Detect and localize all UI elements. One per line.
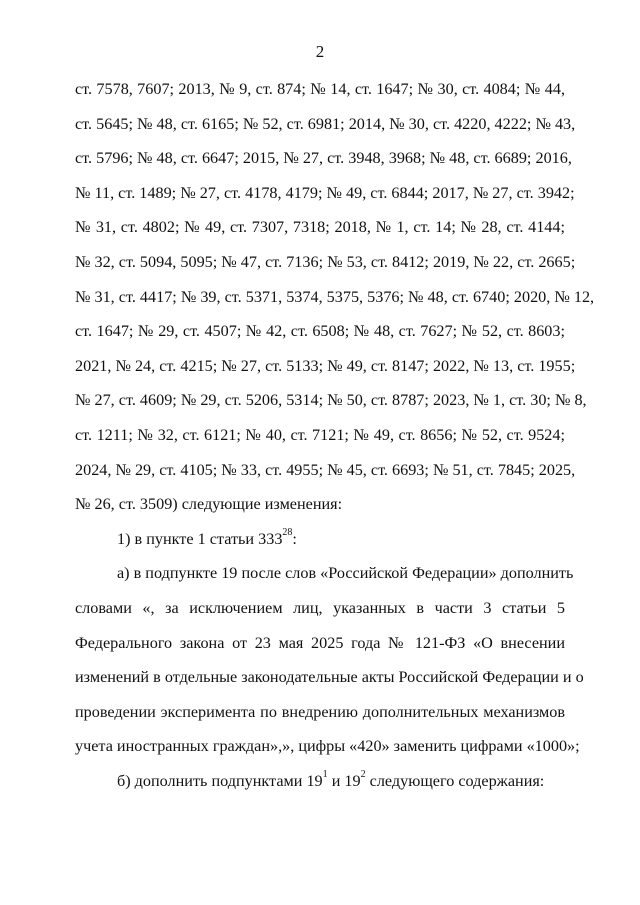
text-line: № 11, ст. 1489; № 27, ст. 4178, 4179; № 49, ст. 6844; 2017, № 27, ст. 3942; xyxy=(75,183,575,202)
text-line: № 26, ст. 3509) следующие изменения: xyxy=(75,495,343,514)
para-b-line xyxy=(75,764,565,799)
para-b-before: б) дополнить подпунктами 19 xyxy=(117,771,323,790)
text-line: № 31, ст. 4417; № 39, ст. 5371, 5374, 5375, 5376; № 48, ст. 6740; 2020, № 12, xyxy=(75,287,595,306)
para-b-sup2: 2 xyxy=(360,769,366,781)
para-a-line: а) в подпункте 19 после слов «Российской Федерации» дополнить xyxy=(117,564,574,583)
para-a-line: учета иностранных граждан»,», цифры «420» заменить цифрами «1000»; xyxy=(75,737,580,756)
para-a-line: словами «, за исключением лиц, указанных в части 3 статьи 5 xyxy=(75,598,565,617)
text-line: 2021, № 24, ст. 4215; № 27, ст. 5133; № 49, ст. 8147; 2022, № 13, ст. 1955; xyxy=(75,356,576,375)
text-line: ст. 5645; № 48, ст. 6165; № 52, ст. 6981; 2014, № 30, ст. 4220, 4222; № 43, xyxy=(75,114,576,133)
para-b-mid: и 19 xyxy=(327,771,361,790)
item-1-tail: : xyxy=(292,529,297,548)
item-1-superscript: 28 xyxy=(282,527,293,539)
para-a-line: Федерального закона от 23 мая 2025 года № 121-ФЗ «О внесении xyxy=(75,633,565,652)
text-line: № 31, ст. 4802; № 49, ст. 7307, 7318; 2018, № 1, ст. 14; № 28, ст. 4144; xyxy=(75,218,565,237)
para-b-sup1: 1 xyxy=(322,769,328,781)
text-line: № 27, ст. 4609; № 29, ст. 5206, 5314; № 50, ст. 8787; 2023, № 1, ст. 30; № 8, xyxy=(75,391,587,410)
para-a-line: проведении эксперимента по внедрению дополнительных механизмов xyxy=(75,702,565,721)
text-line: ст. 7578, 7607; 2013, № 9, ст. 874; № 14, ст. 1647; № 30, ст. 4084; № 44, xyxy=(75,80,565,98)
document-body xyxy=(75,72,595,798)
para-a-line: изменений в отдельные законодательные акты Российской Федерации и о xyxy=(75,668,584,687)
text-line: № 32, ст. 5094, 5095; № 47, ст. 7136; № 53, ст. 8412; 2019, № 22, ст. 2665; xyxy=(75,252,576,271)
para-b-after: следующего содержания: xyxy=(365,771,545,790)
item-1-text: 1) в пункте 1 статьи 333 xyxy=(117,529,283,548)
text-line: ст. 1211; № 32, ст. 6121; № 40, ст. 7121; № 49, ст. 8656; № 52, ст. 9524; xyxy=(75,425,565,444)
item-1-heading xyxy=(75,522,565,557)
text-line: ст. 1647; № 29, ст. 4507; № 42, ст. 6508; № 48, ст. 7627; № 52, ст. 8603; xyxy=(75,322,565,341)
page-number: 2 xyxy=(315,42,325,61)
text-line: 2024, № 29, ст. 4105; № 33, ст. 4955; № 45, ст. 6693; № 51, ст. 7845; 2025, xyxy=(75,460,576,479)
text-line: ст. 5796; № 48, ст. 6647; 2015, № 27, ст. 3948, 3968; № 48, ст. 6689; 2016, xyxy=(75,149,572,168)
